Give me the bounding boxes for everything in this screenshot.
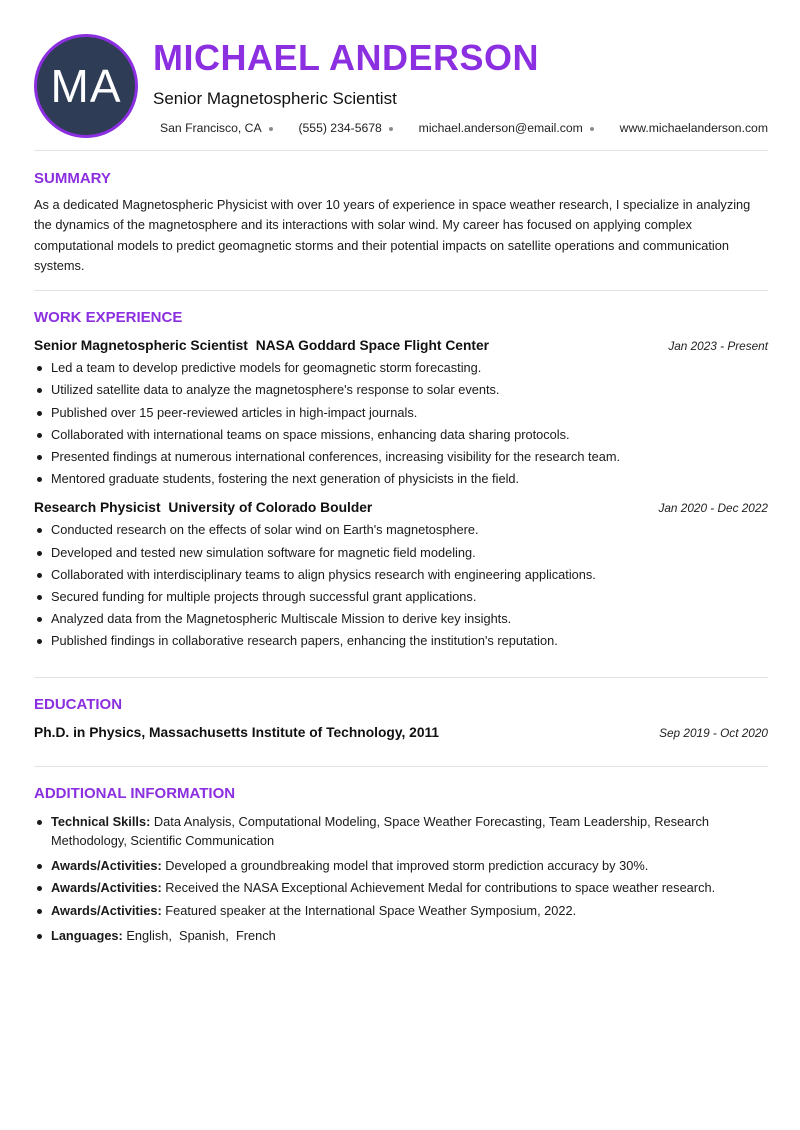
list-item: Analyzed data from the Magnetospheric Multiscale Mission to derive key insights. — [34, 608, 768, 630]
list-item — [34, 878, 768, 898]
info-text: Received the NASA Exceptional Achievement Medal for contributions to space weather research. — [165, 880, 716, 896]
job-entry — [34, 500, 768, 652]
education-degree: Ph.D. in Physics, Massachusetts Institute of Technology, 2011 — [34, 724, 440, 740]
separator-dot — [590, 127, 594, 131]
list-item: Published findings in collaborative research papers, enhancing the institution's reputation. — [34, 630, 768, 652]
contact-bar — [160, 121, 768, 135]
job-company: University of Colorado Boulder — [168, 500, 373, 516]
section-heading-experience: WORK EXPERIENCE — [34, 309, 183, 327]
job-bullets — [34, 357, 768, 490]
candidate-title: Senior Magnetospheric Scientist — [153, 89, 397, 108]
contact-website[interactable]: www.michaelanderson.com — [619, 121, 768, 135]
education-section — [34, 678, 768, 740]
list-item: Collaborated with interdisciplinary teams to align physics research with engineering applications. — [34, 564, 768, 586]
candidate-name: MICHAEL ANDERSON — [153, 37, 540, 78]
list-item: Developed and tested new simulation software for magnetic field modeling. — [34, 542, 768, 564]
info-text: Developed a groundbreaking model that improved storm prediction accuracy by 30%. — [165, 857, 649, 873]
job-role: Senior Magnetospheric Scientist — [34, 338, 248, 354]
separator-dot — [389, 127, 393, 131]
job-title-company — [34, 338, 489, 353]
job-company: NASA Goddard Space Flight Center — [255, 338, 490, 354]
contact-email[interactable]: michael.anderson@email.com — [419, 121, 594, 135]
separator-dot — [269, 127, 273, 131]
list-item — [34, 901, 768, 921]
avatar — [34, 34, 138, 138]
info-label: Technical Skills: — [51, 813, 151, 829]
education-entry — [34, 725, 768, 740]
additional-section — [34, 767, 768, 946]
list-item: Led a team to develop predictive models for geomagnetic storm forecasting. — [34, 357, 768, 379]
job-role: Research Physicist — [34, 500, 161, 516]
section-heading-additional: ADDITIONAL INFORMATION — [34, 784, 236, 802]
job-bullets — [34, 519, 768, 652]
info-text: Featured speaker at the International Space Weather Symposium, 2022. — [165, 902, 577, 918]
contact-location: San Francisco, CA — [160, 121, 273, 135]
education-dates: Sep 2019 - Oct 2020 — [659, 725, 768, 740]
experience-section — [34, 291, 768, 652]
info-text: Data Analysis, Computational Modeling, Space Weather Forecasting, Team Leadership, Research Methodology, Scientific Communication — [51, 813, 709, 849]
job-title-company — [34, 500, 372, 515]
summary-text: As a dedicated Magnetospheric Physicist with over 10 years of experience in space weather research, I specialize in analyzing the dynamics of the magnetosphere and its interactions with solar wind. My career has focused on applying complex computational models to predict geomagnetic storms and their potential impacts on satellite operations and communication systems. — [34, 197, 751, 273]
job-header — [34, 500, 768, 515]
info-label: Languages: — [51, 928, 123, 944]
list-item: Utilized satellite data to analyze the magnetosphere's response to solar events. — [34, 379, 768, 401]
resume-header — [34, 34, 768, 150]
list-item: Conducted research on the effects of solar wind on Earth's magnetosphere. — [34, 519, 768, 541]
list-item — [34, 856, 768, 876]
info-text: English, Spanish, French — [126, 928, 276, 944]
job-dates: Jan 2020 - Dec 2022 — [658, 501, 768, 516]
list-item: Published over 15 peer-reviewed articles in high-impact journals. — [34, 402, 768, 424]
job-header — [34, 338, 768, 353]
info-label: Awards/Activities: — [51, 880, 162, 896]
additional-list — [34, 812, 768, 946]
list-item: Mentored graduate students, fostering the next generation of physicists in the field. — [34, 468, 768, 490]
summary-section — [34, 151, 768, 276]
section-heading-summary: SUMMARY — [34, 170, 111, 187]
job-dates: Jan 2023 - Present — [668, 339, 768, 354]
list-item: Presented findings at numerous international conferences, increasing visibility for the research team. — [34, 446, 768, 468]
resume-page — [34, 34, 768, 946]
list-item — [34, 926, 768, 946]
info-label: Awards/Activities: — [51, 902, 162, 918]
list-item — [34, 812, 768, 851]
list-item: Collaborated with international teams on space missions, enhancing data sharing protocols. — [34, 424, 768, 446]
info-label: Awards/Activities: — [51, 857, 162, 873]
section-heading-education: EDUCATION — [34, 695, 123, 713]
job-entry — [34, 338, 768, 490]
avatar-initials: MA — [50, 60, 122, 112]
list-item: Secured funding for multiple projects through successful grant applications. — [34, 586, 768, 608]
contact-phone: (555) 234-5678 — [298, 121, 392, 135]
